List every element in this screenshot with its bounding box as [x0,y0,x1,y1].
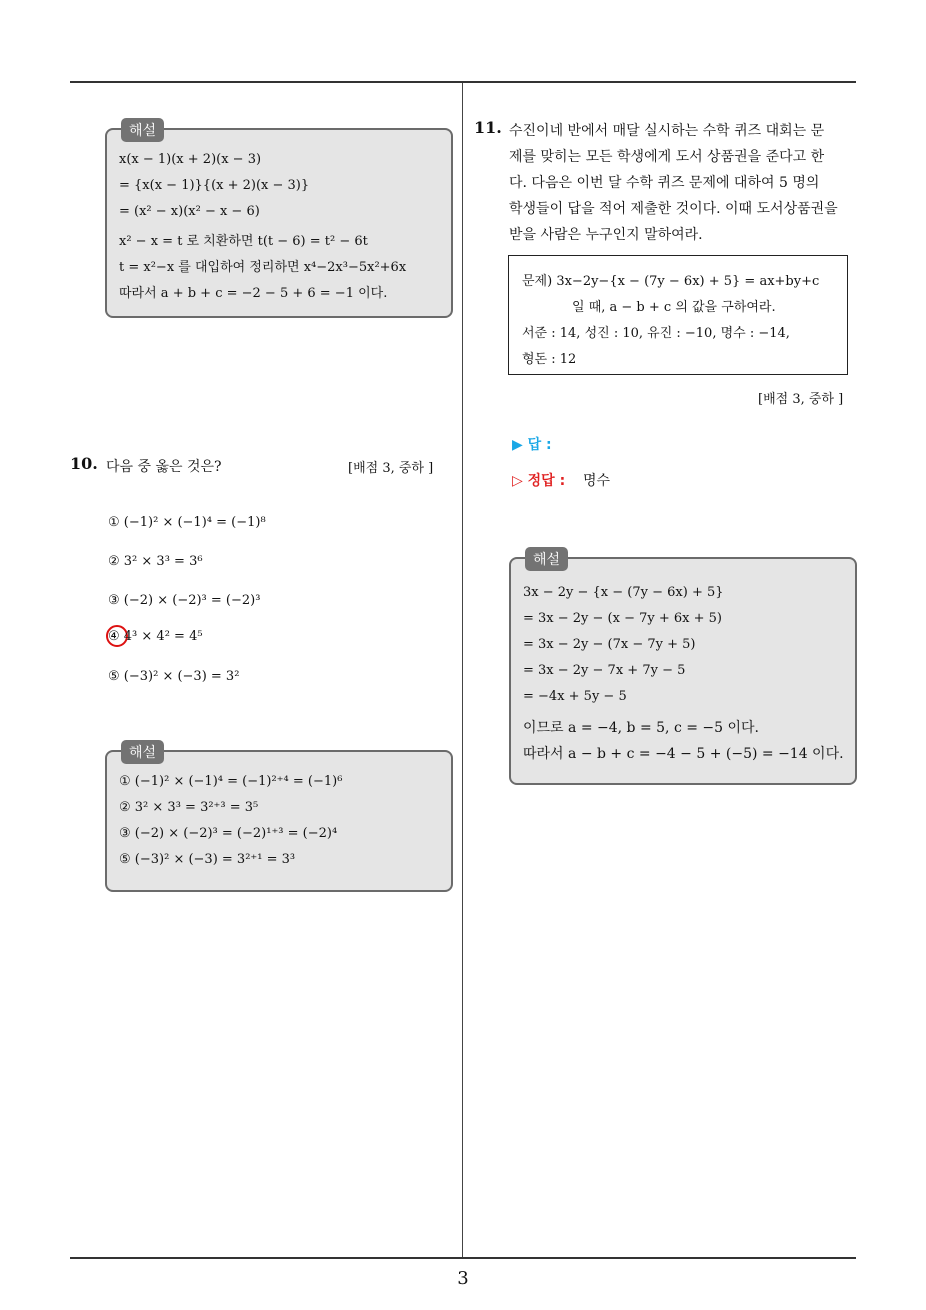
problem-line: 일 때, a − b + c 의 값을 구하여라. [572,300,776,315]
choice-4[interactable]: ④ 4³ × 4² = 4⁵ [108,629,203,644]
question-11-number: 11. [474,118,502,137]
solution-line: = 3x − 2y − (7x − 7y + 5) [523,637,696,652]
solution-line: t = x²−x 를 대입하여 정리하면 x⁴−2x³−5x²+6x [119,260,407,275]
problem-line: 서준 : 14, 성진 : 10, 유진 : −10, 명수 : −14, [522,326,790,341]
solution-line: ② 3² × 3³ = 3²⁺³ = 3⁵ [119,800,259,815]
solution-line: 3x − 2y − {x − (7y − 6x) + 5} [523,585,724,600]
choice-5[interactable]: ⑤ (−3)² × (−3) = 3² [108,669,240,684]
question-11-meta: [배점 3, 중하 ] [758,392,844,407]
column-divider [462,83,463,1257]
solution-line: ① (−1)² × (−1)⁴ = (−1)²⁺⁴ = (−1)⁶ [119,774,343,789]
answer-label: ▶ 답 : [512,437,552,453]
solution-box-1 [105,123,453,318]
question-11-text-line: 다. 다음은 이번 달 수학 퀴즈 문제에 대하여 5 명의 [509,175,820,191]
question-11-text-line: 받을 사람은 누구인지 말하여라. [509,227,703,243]
question-11-text-line: 수진이네 반에서 매달 실시하는 수학 퀴즈 대회는 문 [509,123,825,139]
problem-box [508,255,848,375]
solution-line: 이므로 a = −4, b = 5, c = −5 이다. [523,720,759,736]
choice-3[interactable]: ③ (−2) × (−2)³ = (−2)³ [108,593,261,608]
solution-tag: 해설 [121,740,164,764]
choice-2[interactable]: ② 3² × 3³ = 3⁶ [108,554,203,569]
question-10-text: 다음 중 옳은 것은? [106,459,222,475]
solution-line: x² − x = t 로 치환하면 t(t − 6) = t² − 6t [119,234,368,249]
solution-line: = {x(x − 1)}{(x + 2)(x − 3)} [119,178,310,193]
solution-line: = 3x − 2y − 7x + 7y − 5 [523,663,686,678]
choice-1[interactable]: ① (−1)² × (−1)⁴ = (−1)⁸ [108,515,266,530]
top-rule [70,81,856,83]
question-10-meta: [배점 3, 중하 ] [348,461,434,476]
solution-line: ③ (−2) × (−2)³ = (−2)¹⁺³ = (−2)⁴ [119,826,338,841]
question-11-text-line: 제를 맞히는 모든 학생에게 도서 상품권을 준다고 한 [509,149,825,165]
solution-line: = −4x + 5y − 5 [523,689,627,704]
question-10-number: 10. [70,454,98,473]
question-11-text-line: 학생들이 답을 적어 제출한 것이다. 이때 도서상품권을 [509,201,838,217]
bottom-rule [70,1257,856,1259]
solution-line: = (x² − x)(x² − x − 6) [119,204,260,219]
solution-box-2 [105,745,453,892]
solution-line: x(x − 1)(x + 2)(x − 3) [119,152,262,167]
correct-answer-label: ▷ 정답 : [512,473,566,489]
solution-tag: 해설 [525,547,568,571]
solution-line: 따라서 a − b + c = −4 − 5 + (−5) = −14 이다. [523,746,844,762]
solution-line: ⑤ (−3)² × (−3) = 3²⁺¹ = 3³ [119,852,296,867]
solution-line: 따라서 a + b + c = −2 − 5 + 6 = −1 이다. [119,286,388,301]
page-number: 3 [457,1268,469,1289]
solution-box-3 [509,552,857,785]
problem-line: 문제) 3x−2y−{x − (7y − 6x) + 5} = ax+by+c [522,274,820,289]
solution-tag: 해설 [121,118,164,142]
correct-answer-value: 명수 [583,473,611,489]
problem-line: 형돈 : 12 [522,352,577,367]
solution-line: = 3x − 2y − (x − 7y + 6x + 5) [523,611,722,626]
